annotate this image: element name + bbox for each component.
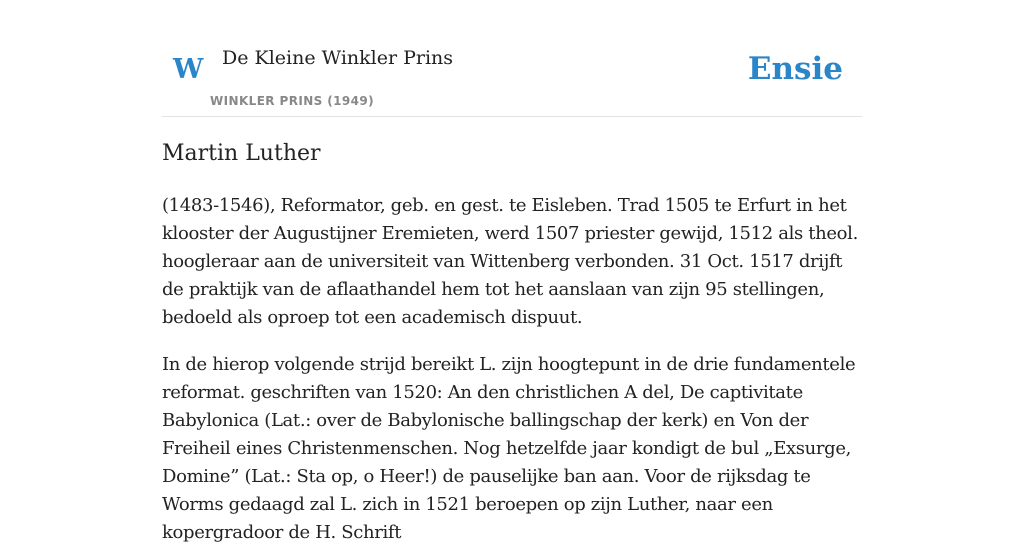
source-header xyxy=(162,0,862,117)
source-title-link[interactable]: De Kleine Winkler Prins xyxy=(222,47,454,69)
article-title: Martin Luther xyxy=(162,141,321,166)
article xyxy=(162,138,862,543)
article-paragraph: In de hierop volgende strijd bereikt L. zijn hoogtepunt in de drie fundamentele reformat. geschriften van 1520: An den christlichen A del, De captivitate Babylonica (Lat.: over de Babylonische ballingschap der kerk) en Von der Freiheil eines Christenmenschen. Nog hetzelfde jaar kondigt de bul „Exsurge, Domine” (Lat.: Sta op, o Heer!) de pauselijke ban aan. Voor de rijksdag te Worms gedaagd zal L. zich in 1521 beroepen op zijn Luther, naar een kopergradoor de H. Schrift xyxy=(162,354,856,543)
article-paragraph: (1483-1546), Reformator, geb. en gest. te Eisleben. Trad 1505 te Erfurt in het klooster der Augustijner Eremieten, werd 1507 priester gewijd, 1512 als theol. hoogleraar aan de universiteit van Wittenberg verbonden. 31 Oct. 1517 drijft de praktijk van de aflaathandel hem tot het aanslaan van zijn 95 stellingen, bedoeld als oproep tot een academisch dispuut. xyxy=(162,195,858,328)
source-subtitle: WINKLER PRINS (1949) xyxy=(210,94,375,108)
ensie-logo-link[interactable]: Ensie xyxy=(747,51,843,87)
winkler-prins-logo[interactable]: W xyxy=(173,54,204,85)
